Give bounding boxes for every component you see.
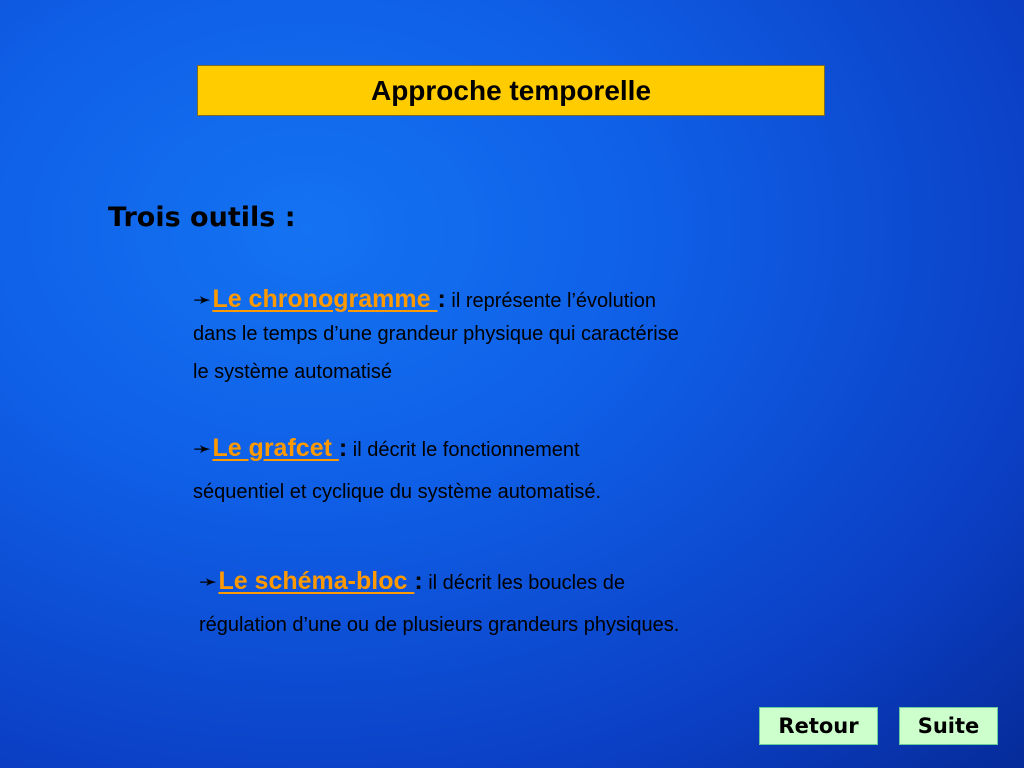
next-button[interactable]: Suite — [899, 707, 998, 745]
slide-title-text: Approche temporelle — [370, 74, 652, 106]
item-description: il décrit les boucles de — [422, 572, 625, 594]
hollow-arrow-icon: ➛ — [199, 569, 218, 594]
link-schema-bloc[interactable]: Le schéma-bloc — [218, 567, 415, 595]
link-chronogramme[interactable]: Le chronogramme — [212, 285, 438, 313]
list-item-grafcet — [193, 430, 601, 506]
hollow-arrow-icon: ➛ — [193, 436, 212, 461]
item-description-line: séquentiel et cyclique du système automatisé. — [193, 481, 601, 503]
item-colon: : — [414, 567, 423, 595]
hollow-arrow-icon: ➛ — [193, 287, 212, 312]
item-colon: : — [437, 285, 446, 313]
section-heading: Trois outils : — [108, 202, 296, 233]
list-item-chronogramme — [193, 282, 679, 388]
item-description-line: le système automatisé — [193, 361, 392, 383]
back-button[interactable]: Retour — [759, 707, 878, 745]
item-colon: : — [338, 434, 348, 462]
item-description-line: régulation d’une ou de plusieurs grandeurs physiques. — [199, 614, 680, 636]
slide-title — [197, 65, 825, 116]
item-description: il représente l’évolution — [445, 290, 656, 312]
item-description-line: dans le temps d’une grandeur physique qui caractérise — [193, 323, 679, 345]
link-grafcet[interactable]: Le grafcet — [212, 434, 339, 462]
list-item-schema-bloc — [199, 563, 679, 639]
item-description: il décrit le fonctionnement — [347, 439, 580, 461]
